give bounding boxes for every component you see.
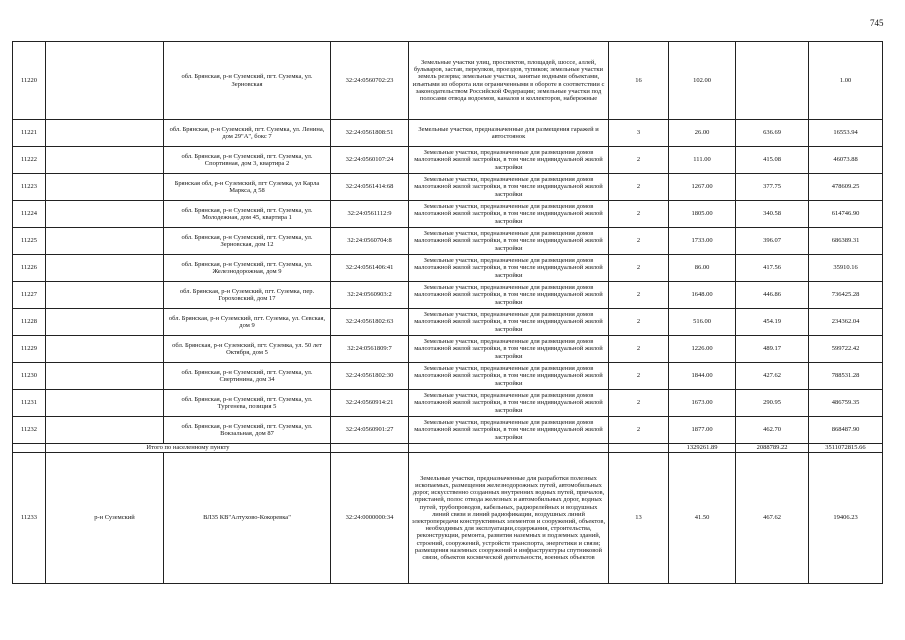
row-empty-cell: [46, 255, 164, 282]
row-area: 111.00: [669, 147, 736, 174]
table-body: [13, 42, 883, 584]
row-cadastral-number: 32:24:0560914:21: [331, 390, 409, 417]
row-type-group: 2: [609, 417, 669, 444]
row-description: Земельные участки, предназначенные для размещения домов малоэтажной жилой застройки, в том числе индивидуальной жилой застройки: [409, 174, 609, 201]
total-area: 1329261.89: [669, 444, 736, 453]
row-unit-price: 417.56: [736, 255, 809, 282]
row-cadastral-number: 32:24:0561802:63: [331, 309, 409, 336]
row-area: 1844.00: [669, 363, 736, 390]
row-unit-price: 415.08: [736, 147, 809, 174]
row-area: 86.00: [669, 255, 736, 282]
total-empty-cell: [409, 444, 609, 453]
row-cadastral-number: 32:24:0561808:51: [331, 120, 409, 147]
row-unit-price: 489.17: [736, 336, 809, 363]
row-id: 11225: [13, 228, 46, 255]
table-row: [13, 120, 883, 147]
row-empty-cell: [46, 201, 164, 228]
total-empty-cell: [13, 444, 46, 453]
row-area: 26.00: [669, 120, 736, 147]
table-row: [13, 417, 883, 444]
table-row: [13, 174, 883, 201]
row-cadastral-value: 19406.23: [809, 453, 883, 584]
row-address: обл. Брянская, р-н Суземский, пгт. Суземка, ул. Ленина, дом 29"А", бокс 7: [164, 120, 331, 147]
row-description: Земельные участки, предназначенные для размещения домов малоэтажной жилой застройки, в том числе индивидуальной жилой застройки: [409, 147, 609, 174]
row-cadastral-value: 614746.90: [809, 201, 883, 228]
row-empty-cell: [46, 147, 164, 174]
row-cadastral-number: 32:24:0561414:68: [331, 174, 409, 201]
row-description: Земельные участки, предназначенные для размещения гаражей и автостоянок: [409, 120, 609, 147]
row-type-group: 2: [609, 282, 669, 309]
row-unit-price: 446.86: [736, 282, 809, 309]
row-type-group: 2: [609, 363, 669, 390]
row-id: 11222: [13, 147, 46, 174]
row-unit-price: 290.95: [736, 390, 809, 417]
row-area: 516.00: [669, 309, 736, 336]
row-cadastral-value: 486759.35: [809, 390, 883, 417]
row-empty-cell: [46, 390, 164, 417]
row-cadastral-number: 32:24:0561406:41: [331, 255, 409, 282]
row-type-group: 2: [609, 201, 669, 228]
row-area: 1877.00: [669, 417, 736, 444]
land-registry-table: [12, 41, 883, 584]
region-label: р-н Суземский: [94, 514, 135, 522]
row-cadastral-number: 32:24:0561809:7: [331, 336, 409, 363]
row-unit-price: 454.19: [736, 309, 809, 336]
table-row: [13, 201, 883, 228]
row-empty-cell: [46, 174, 164, 201]
row-address: обл. Брянская, р-н Суземский, пгт. Суземка, ул. Вокзальная, дом 87: [164, 417, 331, 444]
total-empty-cell: [609, 444, 669, 453]
row-description: Земельные участки, предназначенные для размещения домов малоэтажной жилой застройки, в том числе индивидуальной жилой застройки: [409, 228, 609, 255]
row-cadastral-number: 32:24:0560704:8: [331, 228, 409, 255]
row-address: обл. Брянская, р-н Суземский, пгт. Суземка, ул. Зерновская: [164, 42, 331, 120]
table-row: [13, 390, 883, 417]
total-empty-cell: [331, 444, 409, 453]
row-cadastral-number: 32:24:0560903:2: [331, 282, 409, 309]
total-unit-price: 2088789.22: [736, 444, 809, 453]
row-description: Земельные участки, предназначенные для размещения домов малоэтажной жилой застройки, в том числе индивидуальной жилой застройки: [409, 255, 609, 282]
row-empty-cell: [46, 363, 164, 390]
row-cadastral-value: 16553.94: [809, 120, 883, 147]
table-row: [13, 147, 883, 174]
row-id: 11228: [13, 309, 46, 336]
row-type-group: 2: [609, 147, 669, 174]
row-address: обл. Брянская, р-н Суземский, пгт. Суземка, ул. Севская, дом 9: [164, 309, 331, 336]
row-address: обл. Брянская, р-н Суземский, пгт. Суземка, ул. Тургенева, позиция 5: [164, 390, 331, 417]
table-row: [13, 282, 883, 309]
row-empty-cell: [46, 336, 164, 363]
total-row: [13, 444, 883, 453]
row-area: 1226.00: [669, 336, 736, 363]
row-unit-price: 377.75: [736, 174, 809, 201]
row-id: 11231: [13, 390, 46, 417]
table-row: [13, 363, 883, 390]
row-cadastral-value: 788531.28: [809, 363, 883, 390]
row-cadastral-number: 32:24:0561112:9: [331, 201, 409, 228]
row-unit-price: 427.62: [736, 363, 809, 390]
row-cadastral-value: 686389.31: [809, 228, 883, 255]
row-id: 11220: [13, 42, 46, 120]
row-description: Земельные участки, предназначенные для размещения домов малоэтажной жилой застройки, в том числе индивидуальной жилой застройки: [409, 282, 609, 309]
row-address: обл. Брянская, р-н Суземский, пгт. Суземка, ул. Спортивная, дом 3, квартира 2: [164, 147, 331, 174]
row-cadastral-value: 868487.90: [809, 417, 883, 444]
row-cadastral-number: 32:24:0560901:27: [331, 417, 409, 444]
row-cadastral-number: 32:24:0561802:30: [331, 363, 409, 390]
row-area: 1648.00: [669, 282, 736, 309]
table-row: [13, 42, 883, 120]
table-row: [13, 255, 883, 282]
row-type-group: 2: [609, 336, 669, 363]
row-empty-cell: [46, 120, 164, 147]
row-empty-cell: [46, 42, 164, 120]
row-description: Земельные участки, предназначенные для размещения домов малоэтажной жилой застройки, в том числе индивидуальной жилой застройки: [409, 390, 609, 417]
row-empty-cell: [46, 417, 164, 444]
row-address: обл. Брянская, р-н Суземский, пгт. Суземка, ул. 50 лет Октября, дом 5: [164, 336, 331, 363]
row-type-group: 2: [609, 309, 669, 336]
row-id: 11226: [13, 255, 46, 282]
row-area: 1805.00: [669, 201, 736, 228]
row-area: 102.00: [669, 42, 736, 120]
row-cadastral-value: 478609.25: [809, 174, 883, 201]
row-unit-price: 462.70: [736, 417, 809, 444]
row-id: 11227: [13, 282, 46, 309]
row-empty-cell: [46, 282, 164, 309]
row-description: Земельные участки, предназначенные для разработки полезных ископаемых, размещения железнодорожных путей, автомобильных дорог, искусственно созданных внутренних водных путей, причалов, пристаней, полос отвода железных и автомобильных дорог, водных путей, трубопроводов, кабельных, радиорелейных и воздушных линий связи и линий радиофикации, воздушных линий электропередачи конструктивных элементов и сооружений, объектов, необходимых для эксплуатации,содержания, строительства, реконструкции, ремонта, развития наземных и подземных зданий, строений, сооружений, устройств транспорта, энергетики и связи; размещения наземных сооружений и инфраструктуры спутниковой связи, объектов космической деятельности, военных объектов: [409, 453, 609, 584]
row-address: ВЛ35 КВ"Алтухово-Кокоревка": [164, 453, 331, 584]
row-type-group: 2: [609, 228, 669, 255]
row-cadastral-value: 46073.88: [809, 147, 883, 174]
row-id: 11223: [13, 174, 46, 201]
row-id: 11224: [13, 201, 46, 228]
row-cadastral-value: 234362.04: [809, 309, 883, 336]
row-type-group: 16: [609, 42, 669, 120]
row-address: обл. Брянская, р-н Суземский, пгт. Суземка, пер. Гороховский, дом 17: [164, 282, 331, 309]
row-address: обл. Брянская, р-н Суземский, пгт. Суземка, ул. Зерновская, дом 12: [164, 228, 331, 255]
row-unit-price: 396.07: [736, 228, 809, 255]
row-cadastral-number: 32:24:0560702:23: [331, 42, 409, 120]
row-description: Земельные участки, предназначенные для размещения домов малоэтажной жилой застройки, в том числе индивидуальной жилой застройки: [409, 201, 609, 228]
row-type-group: 2: [609, 390, 669, 417]
row-empty-cell: [46, 309, 164, 336]
row-type-group: 13: [609, 453, 669, 584]
row-description: Земельные участки, предназначенные для размещения домов малоэтажной жилой застройки, в том числе индивидуальной жилой застройки: [409, 417, 609, 444]
row-cadastral-value: 1.00: [809, 42, 883, 120]
row-id: 11233: [13, 453, 46, 584]
row-unit-price: 467.62: [736, 453, 809, 584]
row-empty-cell: [46, 228, 164, 255]
row-id: 11230: [13, 363, 46, 390]
row-cadastral-value: 35910.16: [809, 255, 883, 282]
table-row: [13, 453, 883, 584]
row-unit-price: [736, 42, 809, 120]
row-cadastral-value: 736425.28: [809, 282, 883, 309]
row-address: обл. Брянская, р-н Суземский, пгт. Суземка, ул. Молодежная, дом 45, квартира 1: [164, 201, 331, 228]
row-description: Земельные участки улиц, проспектов, площадей, шоссе, аллей, бульваров, застав, переулков, проездов, тупиков; земельные участки земель резерва; земельные участки, занятые водными объектами, изъятыми из оборота или ограниченными в обороте в соответствии с законодательством Российской Федерации; земельные участки под полосами отвода водоемов, каналов и коллекторов, набережные: [409, 42, 609, 120]
row-cadastral-value: 599722.42: [809, 336, 883, 363]
row-type-group: 2: [609, 255, 669, 282]
row-cadastral-number: 32:24:0000000:34: [331, 453, 409, 584]
row-cadastral-number: 32:24:0560107:24: [331, 147, 409, 174]
row-id: 11232: [13, 417, 46, 444]
row-unit-price: 340.58: [736, 201, 809, 228]
row-address: обл. Брянская, р-н Суземский, пгт. Суземка, ул. Железнодорожная, дом 9: [164, 255, 331, 282]
row-area: 1673.00: [669, 390, 736, 417]
table-row: [13, 336, 883, 363]
row-description: Земельные участки, предназначенные для размещения домов малоэтажной жилой застройки, в том числе индивидуальной жилой застройки: [409, 336, 609, 363]
table-row: [13, 228, 883, 255]
row-id: 11229: [13, 336, 46, 363]
row-address: обл. Брянская, р-н Суземский, пгт. Суземка, ул. Свертинина, дом 34: [164, 363, 331, 390]
row-area: 1267.00: [669, 174, 736, 201]
total-cadastral-value: 3511072815.66: [809, 444, 883, 453]
table-row: [13, 309, 883, 336]
row-unit-price: 636.69: [736, 120, 809, 147]
row-area: 41.50: [669, 453, 736, 584]
total-label: Итого по населенному пункту: [46, 444, 331, 453]
row-type-group: 3: [609, 120, 669, 147]
row-area: 1733.00: [669, 228, 736, 255]
row-type-group: 2: [609, 174, 669, 201]
row-id: 11221: [13, 120, 46, 147]
row-description: Земельные участки, предназначенные для размещения домов малоэтажной жилой застройки, в том числе индивидуальной жилой застройки: [409, 309, 609, 336]
row-address: Брянская обл, р-н Суземский, пгт Суземка, ул Карла Маркса, д 58: [164, 174, 331, 201]
row-description: Земельные участки, предназначенные для размещения домов малоэтажной жилой застройки, в том числе индивидуальной жилой застройки: [409, 363, 609, 390]
row-region: [46, 453, 164, 584]
page-number: 745: [870, 18, 884, 28]
